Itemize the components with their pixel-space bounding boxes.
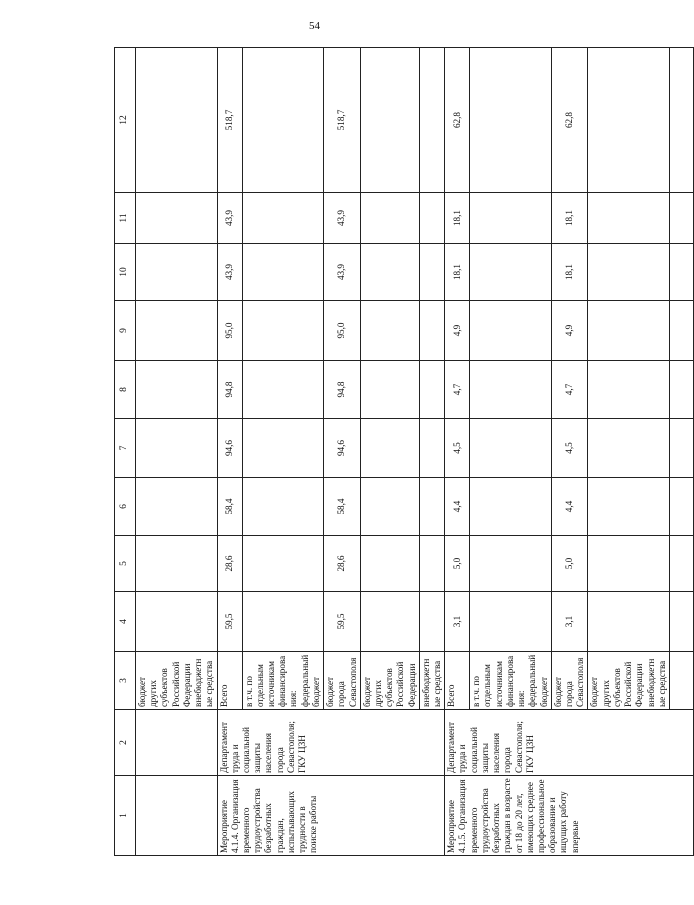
rotated-table-container: [114, 48, 667, 856]
value-cell: [470, 48, 552, 193]
source-cell: бюджет города Севастополя: [324, 652, 361, 710]
value-cell: [242, 478, 324, 536]
value-cell: [136, 361, 218, 419]
value-cell: [669, 478, 693, 536]
value-cell: 43,9: [217, 193, 242, 244]
value-cell: [136, 301, 218, 361]
value-cell: [360, 244, 419, 301]
value-cell: [360, 361, 419, 419]
value-cell: [136, 193, 218, 244]
value-cell: [242, 48, 324, 193]
column-header: 11: [115, 193, 136, 244]
value-cell: 94,6: [324, 419, 361, 478]
value-cell: [360, 536, 419, 592]
value-cell: [669, 419, 693, 478]
value-cell: 18,1: [445, 244, 470, 301]
value-cell: [242, 301, 324, 361]
value-cell: [669, 536, 693, 592]
value-cell: [470, 478, 552, 536]
value-cell: 95,0: [217, 301, 242, 361]
executor-cell: Департамент труда и социальной защиты населения города Севастополя; ГКУ ЦЗН: [217, 710, 445, 776]
value-cell: 4,5: [445, 419, 470, 478]
executor-cell: Департамент труда и социальной защиты населения города Севастополя; ГКУ ЦЗН: [445, 710, 694, 776]
value-cell: [360, 478, 419, 536]
value-cell: 43,9: [324, 193, 361, 244]
value-cell: [588, 419, 670, 478]
value-cell: [136, 419, 218, 478]
source-cell: бюджет других субъектов Российской Федерации внебюджетные средства: [588, 652, 670, 710]
value-cell: [419, 48, 444, 193]
value-cell: [588, 536, 670, 592]
continuation-row: [136, 48, 218, 856]
value-cell: [242, 419, 324, 478]
value-cell: 62,8: [551, 48, 588, 193]
value-cell: [470, 592, 552, 652]
value-cell: [588, 48, 670, 193]
value-cell: [242, 244, 324, 301]
value-cell: [360, 419, 419, 478]
column-header: 8: [115, 361, 136, 419]
value-cell: [588, 301, 670, 361]
value-cell: 518,7: [324, 48, 361, 193]
measure-name-cell: Мероприятие 4.1.4. Организация временного трудоустройства безработных граждан, испытывающих трудности в поиске работы: [217, 776, 445, 856]
value-cell: [669, 48, 693, 193]
value-cell: [470, 361, 552, 419]
value-cell: [419, 244, 444, 301]
value-cell: 94,8: [324, 361, 361, 419]
source-cell: бюджет других субъектов Российской Федерации: [360, 652, 419, 710]
rotated-table: [114, 48, 667, 856]
value-cell: [470, 301, 552, 361]
value-cell: 59,5: [217, 592, 242, 652]
value-cell: [360, 48, 419, 193]
value-cell: [669, 361, 693, 419]
value-cell: [419, 193, 444, 244]
value-cell: [419, 419, 444, 478]
value-cell: 3,1: [551, 592, 588, 652]
value-cell: 62,8: [445, 48, 470, 193]
column-header: 4: [115, 592, 136, 652]
executor-cell: [136, 710, 218, 776]
value-cell: 18,1: [445, 193, 470, 244]
value-cell: [360, 592, 419, 652]
value-cell: 95,0: [324, 301, 361, 361]
value-cell: [669, 301, 693, 361]
value-cell: 18,1: [551, 193, 588, 244]
column-header: 9: [115, 301, 136, 361]
value-cell: [242, 592, 324, 652]
value-cell: [419, 592, 444, 652]
value-cell: [136, 48, 218, 193]
value-cell: [470, 419, 552, 478]
value-cell: [136, 536, 218, 592]
source-cell: Всего: [217, 652, 242, 710]
value-cell: [588, 193, 670, 244]
value-cell: 43,9: [217, 244, 242, 301]
measure-name-cell: Мероприятие 4.1.5. Организация временного трудоустройства безработных граждан в возрасте от 18 до 20 лет, имеющих среднее профессиональное образование и ищущих работу впервые: [445, 776, 694, 856]
value-cell: [470, 193, 552, 244]
value-cell: [242, 361, 324, 419]
source-cell: Всего: [445, 652, 470, 710]
value-cell: 28,6: [217, 536, 242, 592]
source-cell: в т.ч. по отдельным источникам финансирования: федеральный бюджет: [470, 652, 552, 710]
value-cell: 4,7: [445, 361, 470, 419]
column-header: 12: [115, 48, 136, 193]
column-number-row: [115, 48, 136, 856]
source-cell: бюджет других субъектов Российской Федерации внебюджетные средства: [136, 652, 218, 710]
value-cell: 59,5: [324, 592, 361, 652]
value-cell: 4,4: [445, 478, 470, 536]
value-cell: [419, 478, 444, 536]
value-cell: [669, 193, 693, 244]
table-row: [217, 48, 242, 856]
value-cell: 3,1: [445, 592, 470, 652]
measure-name-cell: [136, 776, 218, 856]
value-cell: [419, 361, 444, 419]
source-cell: [669, 652, 693, 710]
value-cell: [588, 361, 670, 419]
column-header: 10: [115, 244, 136, 301]
value-cell: 4,9: [551, 301, 588, 361]
value-cell: [136, 592, 218, 652]
value-cell: 43,9: [324, 244, 361, 301]
table-row: [445, 48, 470, 856]
value-cell: [669, 592, 693, 652]
value-cell: [136, 478, 218, 536]
value-cell: 94,6: [217, 419, 242, 478]
value-cell: 28,6: [324, 536, 361, 592]
value-cell: [588, 592, 670, 652]
column-header: 6: [115, 478, 136, 536]
column-header: 1: [115, 776, 136, 856]
column-header: 5: [115, 536, 136, 592]
value-cell: 518,7: [217, 48, 242, 193]
source-cell: в т.ч. по отдельным источникам финансирования: федеральный бюджет: [242, 652, 324, 710]
value-cell: [588, 244, 670, 301]
value-cell: 4,9: [445, 301, 470, 361]
column-header: 2: [115, 710, 136, 776]
value-cell: 18,1: [551, 244, 588, 301]
value-cell: 94,8: [217, 361, 242, 419]
value-cell: [470, 244, 552, 301]
value-cell: 4,4: [551, 478, 588, 536]
value-cell: 4,7: [551, 361, 588, 419]
value-cell: [360, 301, 419, 361]
value-cell: [588, 478, 670, 536]
value-cell: [360, 193, 419, 244]
value-cell: [470, 536, 552, 592]
value-cell: [242, 193, 324, 244]
financing-table: [114, 47, 694, 856]
value-cell: [242, 536, 324, 592]
value-cell: [419, 536, 444, 592]
page-number: 54: [309, 20, 320, 32]
source-cell: бюджет города Севастополя: [551, 652, 588, 710]
source-cell: внебюджетные средства: [419, 652, 444, 710]
value-cell: 58,4: [217, 478, 242, 536]
value-cell: [419, 301, 444, 361]
column-header: 7: [115, 419, 136, 478]
value-cell: 5,0: [551, 536, 588, 592]
value-cell: 58,4: [324, 478, 361, 536]
value-cell: [136, 244, 218, 301]
value-cell: 4,5: [551, 419, 588, 478]
value-cell: 5,0: [445, 536, 470, 592]
value-cell: [669, 244, 693, 301]
column-header: 3: [115, 652, 136, 710]
